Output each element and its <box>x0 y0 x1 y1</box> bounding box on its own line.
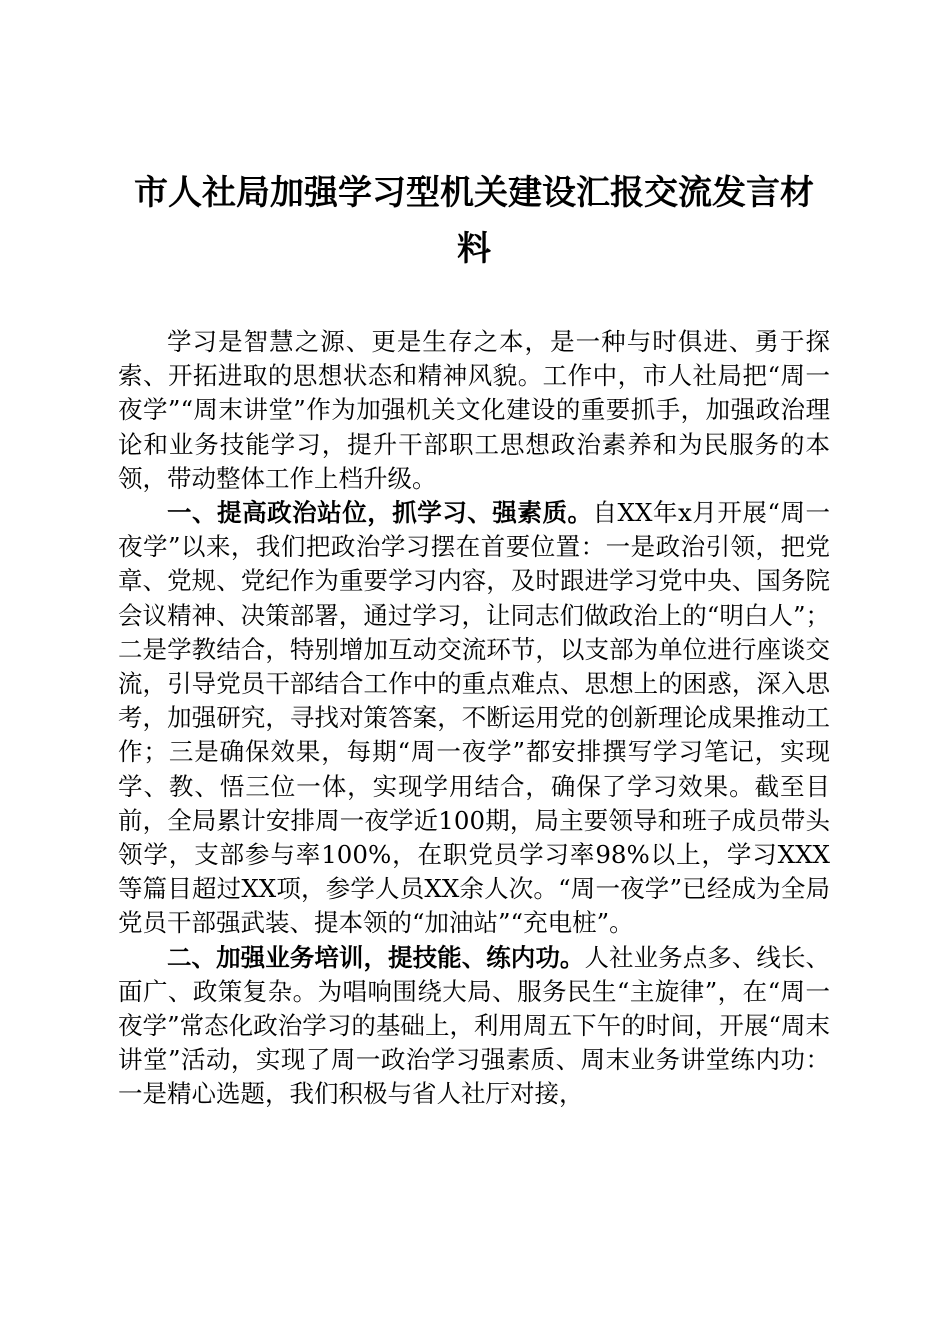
section-1-text: 自XX年x月开展“周一夜学”以来，我们把政治学习摆在首要位置：一是政治引领，把党章、党规、党纪作为重要学习内容，及时跟进学习党中央、国务院会议精神、决策部署，通过学习，让同志们做政治上的“明白人”；二是学教结合，特别增加互动交流环节，以支部为单位进行座谈交流，引导党员干部结合工作中的重点难点、思想上的困惑，深入思考，加强研究，寻找对策答案，不断运用党的创新理论成果推动工作；三是确保效果，每期“周一夜学”都安排撰写学习笔记，实现学、教、悟三位一体，实现学用结合，确保了学习效果。截至目前，全局累计安排周一夜学近100期，局主要领导和班子成员带头领学，支部参与率100%，在职党员学习率98%以上，学习XXX等篇目超过XX项，参学人员XX余人次。“周一夜学”已经成为全局党员干部强武装、提本领的“加油站”“充电桩”。 <box>118 498 830 938</box>
document-title <box>118 165 830 277</box>
section-2-text: 人社业务点多、线长、面广、政策复杂。为唱响围绕大局、服务民生“主旋律”，在“周一夜学”常态化政治学习的基础上，利用周五下午的时间，开展“周末讲堂”活动，实现了周一政治学习强素质、周末业务讲堂练内功：一是精心选题，我们积极与省人社厅对接， <box>118 942 831 1109</box>
title-line-2: 料 <box>457 229 491 269</box>
section-2-paragraph <box>118 941 830 1112</box>
document-body <box>118 325 830 1112</box>
document-page <box>118 165 830 1112</box>
section-2-heading: 二、加强业务培训，提技能、练内功。 <box>167 942 585 972</box>
intro-paragraph: 学习是智慧之源、更是生存之本，是一种与时俱进、勇于探索、开拓进取的思想状态和精神风貌。工作中，市人社局把“周一夜学”“周末讲堂”作为加强机关文化建设的重要抓手，加强政治理论和业务技能学习，提升干部职工思想政治素养和为民服务的本领，带动整体工作上档升级。 <box>118 327 830 493</box>
title-line-1: 市人社局加强学习型机关建设汇报交流发言材 <box>134 173 814 213</box>
section-1-heading: 一、提高政治站位，抓学习、强素质。 <box>167 498 593 528</box>
section-1-paragraph <box>118 496 830 941</box>
